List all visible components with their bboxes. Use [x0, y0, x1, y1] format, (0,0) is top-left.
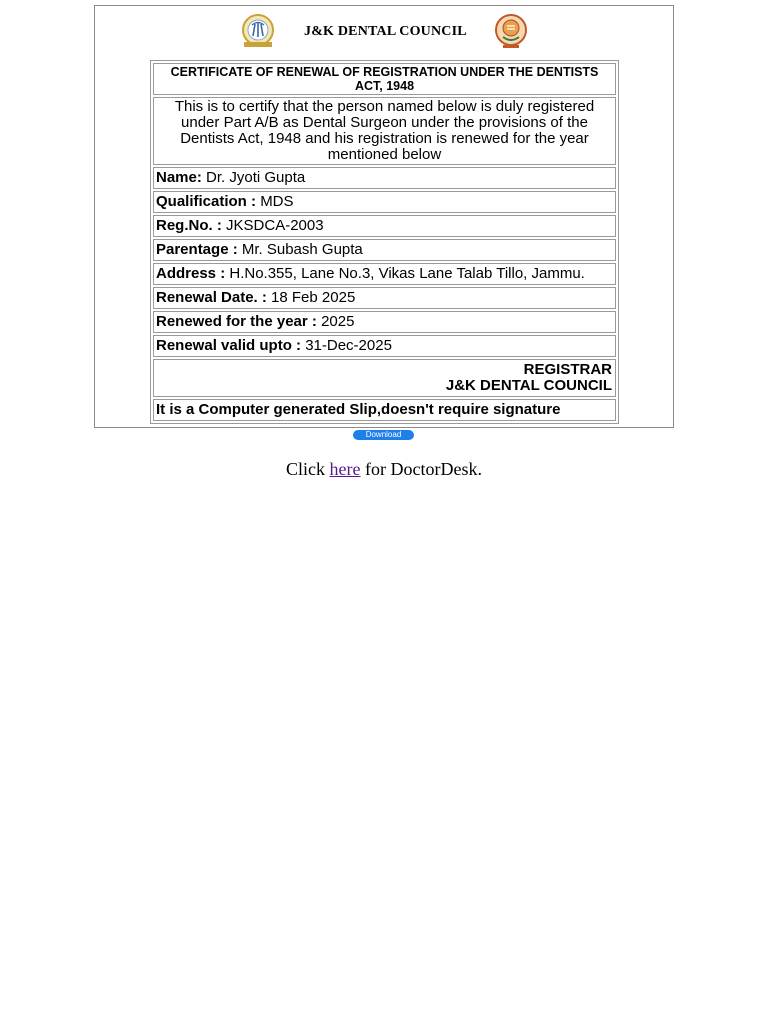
- valid-upto-row: [153, 335, 616, 357]
- parentage-value: Mr. Subash Gupta: [241, 241, 363, 258]
- signatory-council: J&K DENTAL COUNCIL: [445, 377, 612, 394]
- regno-value: JKSDCA-2003: [226, 217, 324, 234]
- renewed-year-row: [153, 311, 616, 333]
- renewal-date-row: [153, 287, 616, 309]
- signatory-title: REGISTRAR: [523, 361, 612, 378]
- qualification-label: Qualification :: [156, 193, 257, 210]
- certificate-table: [150, 60, 619, 424]
- computer-generated-note: It is a Computer generated Slip,doesn't require signature: [153, 399, 616, 421]
- regno-label: Reg.No. :: [156, 217, 222, 234]
- certificate-header: [146, 12, 620, 52]
- footer-suffix: for DoctorDesk.: [360, 459, 482, 479]
- name-value: Dr. Jyoti Gupta: [206, 169, 306, 186]
- jk-emblem-icon: [494, 13, 528, 49]
- qualification-value: MDS: [260, 193, 294, 210]
- doctordesk-line: [0, 459, 768, 480]
- renewed-year-value: 2025: [321, 313, 355, 330]
- dental-council-logo-icon: [241, 14, 275, 48]
- parentage-label: Parentage :: [156, 241, 238, 258]
- council-title: J&K DENTAL COUNCIL: [304, 24, 467, 39]
- valid-upto-value: 31-Dec-2025: [305, 337, 392, 354]
- renewal-date-value: 18 Feb 2025: [271, 289, 356, 306]
- address-value: H.No.355, Lane No.3, Vikas Lane Talab Tillo, Jammu.: [229, 265, 585, 282]
- valid-upto-label: Renewal valid upto :: [156, 337, 302, 354]
- address-label: Address :: [156, 265, 226, 282]
- renewal-date-label: Renewal Date. :: [156, 289, 267, 306]
- parentage-row: [153, 239, 616, 261]
- qualification-row: [153, 191, 616, 213]
- address-row: [153, 263, 616, 285]
- regno-row: [153, 215, 616, 237]
- signatory-block: [153, 359, 616, 397]
- name-row: [153, 167, 616, 189]
- certificate-title: CERTIFICATE OF RENEWAL OF REGISTRATION UNDER THE DENTISTS ACT, 1948: [153, 63, 616, 95]
- download-button[interactable]: Download: [353, 430, 414, 440]
- doctordesk-link[interactable]: here: [329, 459, 361, 479]
- certificate-intro: This is to certify that the person named below is duly registered under Part A/B as Dental Surgeon under the provisions of the Dentists Act, 1948 and his registration is renewed for the year mentioned below: [153, 97, 616, 165]
- name-label: Name:: [156, 169, 202, 186]
- renewed-year-label: Renewed for the year :: [156, 313, 317, 330]
- footer-prefix: Click: [286, 459, 330, 479]
